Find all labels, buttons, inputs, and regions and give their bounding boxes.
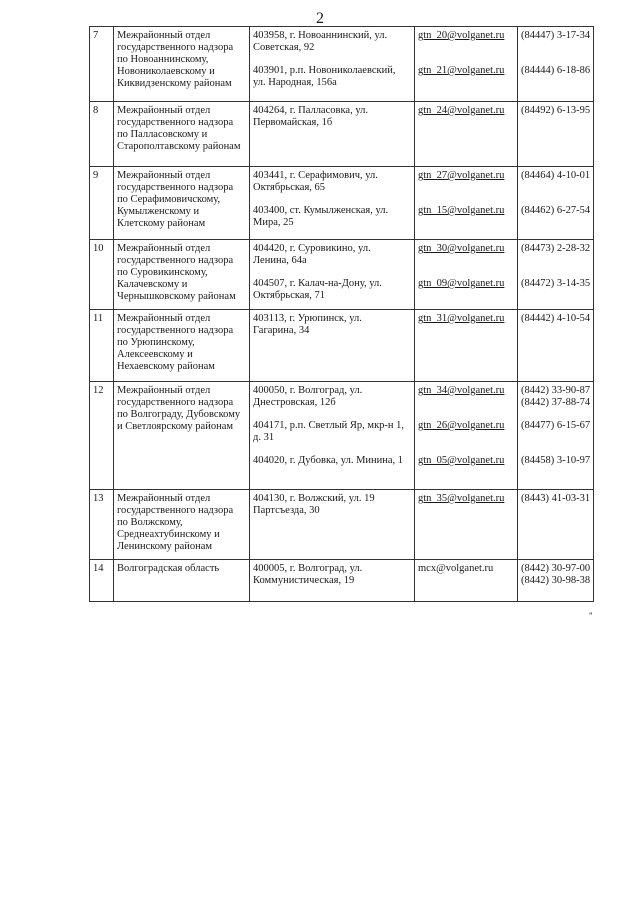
department-name-line: Межрайонный отдел <box>117 30 211 41</box>
row-number: 14 <box>93 563 104 574</box>
email-link[interactable]: gtn_31@volganet.ru <box>418 313 505 324</box>
department-name-line: Старополтавскому районам <box>117 141 241 152</box>
email-link[interactable]: gtn_09@volganet.ru <box>418 278 505 289</box>
department-cell <box>114 102 250 167</box>
phone-cell <box>518 27 594 102</box>
address-line: 400050, г. Волгоград, ул. <box>253 385 363 396</box>
table-row <box>90 167 594 240</box>
phone-cell <box>518 382 594 490</box>
phone-number: (84442) 4-10-54 <box>521 313 591 324</box>
department-cell <box>114 490 250 560</box>
address-cell <box>250 240 415 310</box>
department-cell <box>114 27 250 102</box>
department-name-line: государственного надзора <box>117 182 234 193</box>
phone-number: (8443) 41-03-31 <box>521 493 591 504</box>
address-line: 404420, г. Суровикино, ул. <box>253 243 371 254</box>
address-line: Партсъезда, 30 <box>253 505 320 516</box>
row-number: 7 <box>93 30 99 41</box>
phone-number: (84464) 4-10-01 <box>521 170 591 181</box>
email-link[interactable]: gtn_05@volganet.ru <box>418 455 505 466</box>
row-number: 12 <box>93 385 104 396</box>
row-number-cell <box>90 382 114 490</box>
address-line: Первомайская, 1б <box>253 117 333 128</box>
phone-number: (84492) 6-13-95 <box>521 105 591 116</box>
department-name-line: Ленинскому районам <box>117 541 213 552</box>
department-name-line: Межрайонный отдел <box>117 385 211 396</box>
email-cell <box>415 167 518 240</box>
email-cell <box>415 382 518 490</box>
email-link[interactable]: gtn_21@volganet.ru <box>418 65 505 76</box>
department-name-line: Межрайонный отдел <box>117 493 211 504</box>
department-name-line: Среднеахтубинскому и <box>117 529 220 540</box>
email-cell <box>415 310 518 382</box>
address-line: 403113, г. Урюпинск, ул. <box>253 313 362 324</box>
department-name-line: Киквидзенскому районам <box>117 78 232 89</box>
department-name-line: Новониколаевскому и <box>117 66 215 77</box>
department-name-line: государственного надзора <box>117 325 234 336</box>
department-name-line: Клетскому районам <box>117 218 206 229</box>
address-line: 404020, г. Дубовка, ул. Минина, 1 <box>253 455 404 466</box>
email-link[interactable]: gtn_35@volganet.ru <box>418 493 505 504</box>
address-cell <box>250 167 415 240</box>
table-row <box>90 490 594 560</box>
department-name-line: Чернышковскому районам <box>117 291 236 302</box>
row-number: 8 <box>93 105 99 116</box>
department-name-line: Кумылженскому и <box>117 206 200 217</box>
address-line: Ленина, 64а <box>253 255 307 266</box>
address-line: Советская, 92 <box>253 42 315 53</box>
phone-number: (8442) 30-98-38 <box>521 575 591 586</box>
row-number: 9 <box>93 170 99 181</box>
row-number-cell <box>90 167 114 240</box>
address-line: 403958, г. Новоаннинский, ул. <box>253 30 388 41</box>
email-cell <box>415 27 518 102</box>
department-name-line: по Суровикинскому, <box>117 267 208 278</box>
phone-number: (84462) 6-27-54 <box>521 205 591 216</box>
page-number: 2 <box>316 10 324 27</box>
department-name-line: государственного надзора <box>117 42 234 53</box>
department-name-line: по Серафимовичскому, <box>117 194 221 205</box>
phone-number: (84472) 3-14-35 <box>521 278 591 289</box>
department-cell <box>114 382 250 490</box>
address-cell <box>250 382 415 490</box>
department-name-line: Межрайонный отдел <box>117 105 211 116</box>
table-row <box>90 560 594 602</box>
address-line: Мира, 25 <box>253 217 294 228</box>
department-cell <box>114 167 250 240</box>
department-cell <box>114 560 250 602</box>
department-name-line: по Палласовскому и <box>117 129 208 140</box>
phone-number: (84473) 2-28-32 <box>521 243 591 254</box>
phone-cell <box>518 310 594 382</box>
department-name-line: Нехаевскому районам <box>117 361 215 372</box>
phone-cell <box>518 560 594 602</box>
address-line: ул. Народная, 156а <box>253 77 337 88</box>
email-link[interactable]: gtn_15@volganet.ru <box>418 205 505 216</box>
row-number-cell <box>90 27 114 102</box>
phone-number: (8442) 33-90-87 <box>521 385 591 396</box>
address-line: 403901, р.п. Новониколаевский, <box>253 65 396 76</box>
table-row <box>90 102 594 167</box>
address-line: 404130, г. Волжский, ул. 19 <box>253 493 375 504</box>
row-number: 11 <box>93 313 104 324</box>
phone-number: (8442) 37-88-74 <box>521 397 591 408</box>
inspection-offices-table <box>89 26 594 602</box>
department-cell <box>114 240 250 310</box>
department-name-line: и Светлоярскому районам <box>117 421 234 432</box>
address-line: Октябрьская, 65 <box>253 182 326 193</box>
phone-number: (84447) 3-17-34 <box>521 30 591 41</box>
address-line: 403400, ст. Кумылженская, ул. <box>253 205 389 216</box>
email-cell <box>415 102 518 167</box>
address-line: Коммунистическая, 19 <box>253 575 355 586</box>
row-number-cell <box>90 560 114 602</box>
row-number-cell <box>90 310 114 382</box>
email-cell <box>415 490 518 560</box>
phone-number: (84444) 6-18-86 <box>521 65 591 76</box>
address-cell <box>250 102 415 167</box>
address-cell <box>250 560 415 602</box>
address-line: Гагарина, 34 <box>253 325 310 336</box>
table-row <box>90 240 594 310</box>
department-cell <box>114 310 250 382</box>
table-row <box>90 27 594 102</box>
row-number-cell <box>90 102 114 167</box>
address-line: 404171, р.п. Светлый Яр, мкр-н 1, <box>253 420 405 431</box>
address-line: 404264, г. Палласовка, ул. <box>253 105 368 116</box>
department-name-line: государственного надзора <box>117 255 234 266</box>
department-name-line: по Волжскому, <box>117 517 183 528</box>
department-name-line: государственного надзора <box>117 505 234 516</box>
email-cell <box>415 560 518 602</box>
email-link[interactable]: gtn_24@volganet.ru <box>418 105 505 116</box>
table-row <box>90 382 594 490</box>
phone-cell <box>518 102 594 167</box>
email-link[interactable]: gtn_30@volganet.ru <box>418 243 505 254</box>
department-name-line: по Волгограду, Дубовскому <box>117 409 241 420</box>
phone-number: (8442) 30-97-00 <box>521 563 591 574</box>
phone-number: (84477) 6-15-67 <box>521 420 591 431</box>
address-line: Днестровская, 12б <box>253 397 336 408</box>
department-name-line: по Урюпинскому, <box>117 337 195 348</box>
email-link[interactable]: gtn_34@volganet.ru <box>418 385 505 396</box>
row-number-cell <box>90 240 114 310</box>
table-row <box>90 310 594 382</box>
address-cell <box>250 490 415 560</box>
department-name-line: Волгоградская область <box>117 563 220 574</box>
email-link[interactable]: mcx@volganet.ru <box>418 563 494 574</box>
department-name-line: Межрайонный отдел <box>117 313 211 324</box>
end-mark: " <box>589 611 593 621</box>
phone-cell <box>518 240 594 310</box>
email-link[interactable]: gtn_26@volganet.ru <box>418 420 505 431</box>
department-name-line: государственного надзора <box>117 397 234 408</box>
email-link[interactable]: gtn_27@volganet.ru <box>418 170 505 181</box>
department-name-line: Калачевскому и <box>117 279 188 290</box>
row-number: 13 <box>93 493 104 504</box>
phone-number: (84458) 3-10-97 <box>521 455 591 466</box>
address-cell <box>250 27 415 102</box>
address-line: 404507, г. Калач-на-Дону, ул. <box>253 278 382 289</box>
department-name-line: государственного надзора <box>117 117 234 128</box>
department-name-line: Межрайонный отдел <box>117 243 211 254</box>
row-number: 10 <box>93 243 104 254</box>
address-line: д. 31 <box>253 432 275 443</box>
phone-cell <box>518 167 594 240</box>
address-line: Октябрьская, 71 <box>253 290 326 301</box>
address-cell <box>250 310 415 382</box>
department-name-line: по Новоаннинскому, <box>117 54 209 65</box>
email-link[interactable]: gtn_20@volganet.ru <box>418 30 505 41</box>
department-name-line: Алексеевскому и <box>117 349 193 360</box>
department-name-line: Межрайонный отдел <box>117 170 211 181</box>
email-cell <box>415 240 518 310</box>
address-line: 400005, г. Волгоград, ул. <box>253 563 363 574</box>
address-line: 403441, г. Серафимович, ул. <box>253 170 378 181</box>
phone-cell <box>518 490 594 560</box>
row-number-cell <box>90 490 114 560</box>
